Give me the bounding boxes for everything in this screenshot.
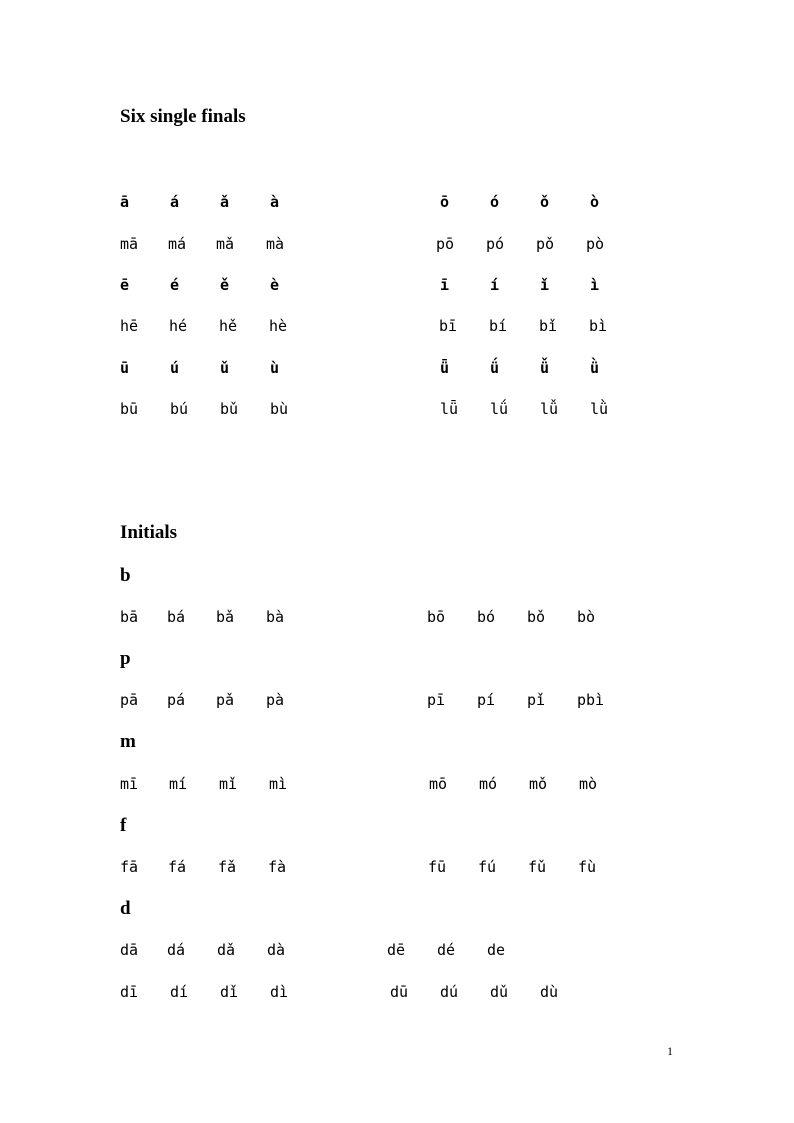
syllable: ǔ	[220, 359, 230, 377]
syllable: í	[490, 276, 500, 294]
syllable: fá	[168, 858, 187, 876]
syllable: bā	[120, 608, 139, 626]
syllable: bǒ	[527, 608, 546, 626]
syllable: ú	[170, 359, 180, 377]
syllable: lǘ	[490, 400, 509, 418]
syllable: à	[270, 193, 280, 211]
syllable: ǒ	[540, 193, 550, 211]
syllable: ū	[120, 359, 130, 377]
initial-label-f: f	[120, 815, 127, 836]
syllable: dí	[170, 983, 189, 1001]
syllable: dé	[437, 941, 456, 959]
syllable: dì	[270, 983, 289, 1001]
syllable: lǖ	[440, 400, 459, 418]
syllable: mà	[266, 235, 285, 253]
syllable: mō	[429, 775, 448, 793]
syllable: pā	[120, 691, 139, 709]
syllable: bì	[589, 317, 608, 335]
syllable: fā	[120, 858, 139, 876]
syllable: ǜ	[590, 359, 600, 377]
syllable: ǖ	[440, 359, 450, 377]
syllable: è	[270, 276, 280, 294]
syllable: ò	[590, 193, 600, 211]
syllable: fà	[268, 858, 287, 876]
syllable: bò	[577, 608, 596, 626]
initial-label-p: p	[120, 648, 131, 669]
heading-six-single-finals: Six single finals	[120, 106, 246, 127]
syllable: bǐ	[539, 317, 558, 335]
syllable: hè	[269, 317, 288, 335]
syllable: pò	[586, 235, 605, 253]
syllable: pō	[436, 235, 455, 253]
syllable: pī	[427, 691, 446, 709]
syllable: bù	[270, 400, 289, 418]
syllable: bǔ	[220, 400, 239, 418]
syllable: mò	[579, 775, 598, 793]
syllable: mí	[169, 775, 188, 793]
syllable: mǒ	[529, 775, 548, 793]
initial-label-m: m	[120, 731, 136, 752]
syllable: lǚ	[540, 400, 559, 418]
syllable: pǐ	[527, 691, 546, 709]
syllable: fǔ	[528, 858, 547, 876]
syllable: ī	[440, 276, 450, 294]
syllable: hē	[120, 317, 139, 335]
syllable: bú	[170, 400, 189, 418]
syllable: fù	[578, 858, 597, 876]
syllable: dà	[267, 941, 286, 959]
syllable: dū	[390, 983, 409, 1001]
syllable: de	[487, 941, 506, 959]
syllable: bǎ	[216, 608, 235, 626]
syllable: ó	[490, 193, 500, 211]
syllable: dù	[540, 983, 559, 1001]
syllable: mó	[479, 775, 498, 793]
syllable: lǜ	[590, 400, 609, 418]
syllable: fū	[428, 858, 447, 876]
syllable: mǐ	[219, 775, 238, 793]
syllable: pà	[266, 691, 285, 709]
heading-initials: Initials	[120, 522, 178, 543]
syllable: mì	[269, 775, 288, 793]
syllable: dǐ	[220, 983, 239, 1001]
syllable: fú	[478, 858, 497, 876]
syllable: bó	[477, 608, 496, 626]
syllable: ǎ	[220, 193, 230, 211]
syllable: bí	[489, 317, 508, 335]
syllable: hé	[169, 317, 188, 335]
syllable: hě	[219, 317, 238, 335]
syllable: pí	[477, 691, 496, 709]
syllable: mī	[120, 775, 139, 793]
syllable: ǐ	[540, 276, 550, 294]
syllable: bū	[120, 400, 139, 418]
syllable: dǔ	[490, 983, 509, 1001]
syllable: pǎ	[216, 691, 235, 709]
syllable: mā	[120, 235, 139, 253]
initial-label-d: d	[120, 898, 131, 919]
syllable: ā	[120, 193, 130, 211]
syllable: á	[170, 193, 180, 211]
syllable: má	[168, 235, 187, 253]
page-number: 1	[667, 1044, 673, 1058]
syllable: dā	[120, 941, 139, 959]
syllable: ǚ	[540, 359, 550, 377]
syllable: ě	[220, 276, 230, 294]
syllable: pó	[486, 235, 505, 253]
syllable: dē	[387, 941, 406, 959]
syllable: dī	[120, 983, 139, 1001]
syllable: bō	[427, 608, 446, 626]
syllable: dá	[167, 941, 186, 959]
syllable: pǒ	[536, 235, 555, 253]
syllable: bá	[167, 608, 186, 626]
syllable: ǘ	[490, 359, 500, 377]
syllable: é	[170, 276, 180, 294]
syllable: pbì	[577, 691, 605, 709]
syllable: ē	[120, 276, 130, 294]
syllable: ù	[270, 359, 280, 377]
syllable: dǎ	[217, 941, 236, 959]
initial-label-b: b	[120, 565, 131, 586]
syllable: dú	[440, 983, 459, 1001]
syllable: pá	[167, 691, 186, 709]
syllable: ō	[440, 193, 450, 211]
syllable: ì	[590, 276, 600, 294]
syllable: bī	[439, 317, 458, 335]
syllable: mǎ	[216, 235, 235, 253]
syllable: fǎ	[218, 858, 237, 876]
syllable: bà	[266, 608, 285, 626]
